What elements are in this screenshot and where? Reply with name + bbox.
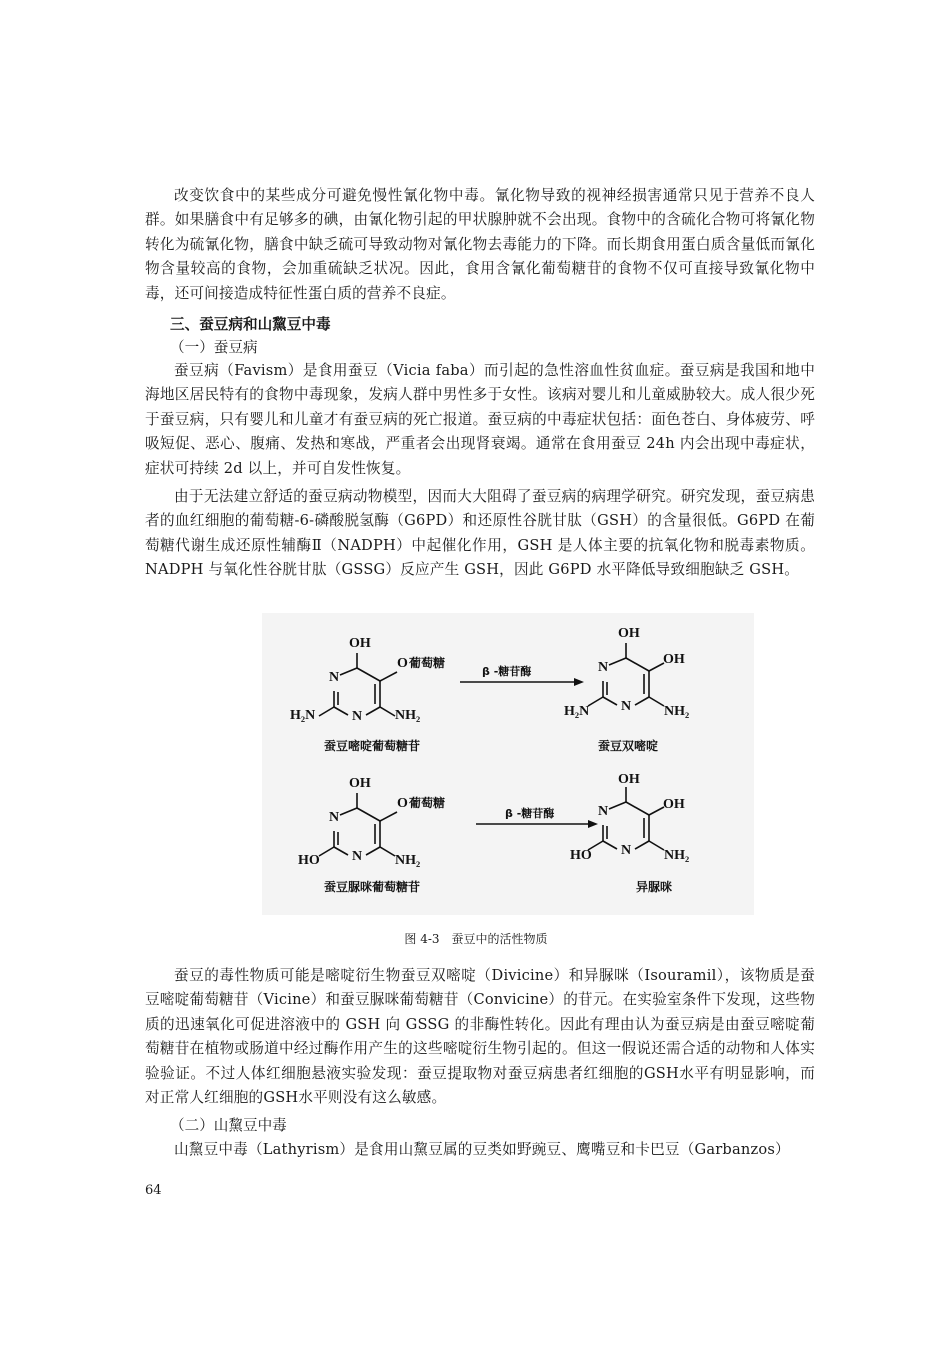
molecule-isouramil xyxy=(570,772,689,894)
figure-active-substances xyxy=(262,613,754,915)
atom-n: N xyxy=(352,849,363,864)
atom-oh: OH xyxy=(618,626,640,641)
enzyme-label: β -糖苷酶 xyxy=(482,665,532,678)
atom-oh: OH xyxy=(618,772,640,787)
atom-h2n: H₂N xyxy=(290,708,316,723)
atom-glucose: 葡萄糖 xyxy=(409,796,446,810)
atom-h2n: H₂N xyxy=(564,704,590,719)
atom-n: N xyxy=(329,810,340,825)
subsection-heading-lathyrism: （二）山黧豆中毒 xyxy=(170,1117,287,1134)
enzyme-label: β -糖苷酶 xyxy=(505,807,555,820)
atom-oh: OH xyxy=(663,652,685,667)
page-number: 64 xyxy=(145,1183,162,1198)
molecule-divicine xyxy=(564,626,689,753)
atom-o: O xyxy=(397,796,408,811)
chemical-structures-diagram xyxy=(262,613,754,915)
paragraph-lathyrism: 山黧豆中毒（Lathyrism）是食用山黧豆属的豆类如野豌豆、鹰嘴豆和卡巴豆（Garbanzos） xyxy=(174,1141,790,1158)
atom-oh: OH xyxy=(663,797,685,812)
atom-n: N xyxy=(621,699,632,714)
atom-nh2: NH₂ xyxy=(395,708,421,723)
atom-glucose: 葡萄糖 xyxy=(409,656,446,670)
paragraph-favism-mechanism: 由于无法建立舒适的蚕豆病动物模型，因而大大阻碍了蚕豆病的病理学研究。研究发现，蚕豆病患者的血红细胞的葡萄糖-6-磷酸脱氢酶（G6PD）和还原性谷胱甘肽（GSH）的含量很低。G6PD 在葡萄糖代谢生成还原性辅酶Ⅱ（NADPH）中起催化作用，GSH 是人体主要的抗氧化物和脱毒素物质。NADPH 与氧化性谷胱甘肽（GSSG）反应产生 GSH，因此 G6PD 水平降低导致细胞缺乏 GSH。 xyxy=(145,488,815,579)
atom-ho: HO xyxy=(298,853,320,868)
atom-ho: HO xyxy=(570,848,592,863)
label-isouramil: 异脲咪 xyxy=(636,880,673,894)
molecule-convicine xyxy=(298,776,445,894)
reaction-arrow-2 xyxy=(476,806,598,828)
atom-n: N xyxy=(352,709,363,724)
figure-caption: 图 4-3 蚕豆中的活性物质 xyxy=(404,932,548,946)
atom-n: N xyxy=(621,843,632,858)
atom-oh: OH xyxy=(349,636,371,651)
reaction-arrow-1 xyxy=(460,664,584,686)
atom-nh2: NH₂ xyxy=(395,853,421,868)
label-divicine: 蚕豆双嘧啶 xyxy=(598,739,659,753)
atom-n: N xyxy=(598,660,609,675)
atom-n: N xyxy=(329,670,340,685)
paragraph-cyanide-diet: 改变饮食中的某些成分可避免慢性氰化物中毒。氰化物导致的视神经损害通常只见于营养不良人群。如果膳食中有足够多的碘，由氰化物引起的甲状腺肿就不会出现。食物中的含硫化合物可将氰化物转化为硫氰化物，膳食中缺乏硫可导致动物对氰化物去毒能力的下降。而长期食用蛋白质含量低而氰化物含量较高的食物，会加重硫缺乏状况。因此，食用含氰化葡萄糖苷的食物不仅可直接导致氰化物中毒，还可间接造成特征性蛋白质的营养不良症。 xyxy=(145,187,815,302)
subsection-heading-favism: （一）蚕豆病 xyxy=(170,339,258,356)
molecule-vicine xyxy=(290,636,445,753)
label-vicine: 蚕豆嘧啶葡萄糖苷 xyxy=(324,739,421,753)
atom-o: O xyxy=(397,656,408,671)
paragraph-toxic-substances: 蚕豆的毒性物质可能是嘧啶衍生物蚕豆双嘧啶（Divicine）和异脲咪（Isouramil），该物质是蚕豆嘧啶葡萄糖苷（Vicine）和蚕豆脲咪葡萄糖苷（Convicine）的苷元。在实验室条件下发现，这些物质的迅速氧化可促进溶液中的 GSH 向 GSSG 的非酶性转化。因此有理由认为蚕豆病是由蚕豆嘧啶葡萄糖苷在植物或肠道中经过酶作用产生的这些嘧啶衍生物引起的。但这一假说还需合适的动物和人体实验验证。不过人体红细胞悬液实验发现：蚕豆提取物对蚕豆病患者红细胞的GSH水平有明显影响，而对正常人红细胞的GSH水平则没有这么敏感。 xyxy=(145,967,815,1107)
atom-nh2: NH₂ xyxy=(664,848,690,863)
label-convicine: 蚕豆脲咪葡萄糖苷 xyxy=(324,880,421,894)
paragraph-favism-definition: 蚕豆病（Favism）是食用蚕豆（Vicia faba）而引起的急性溶血性贫血症。蚕豆病是我国和地中海地区居民特有的食物中毒现象，发病人群中男性多于女性。该病对婴儿和儿童威胁较大。成人很少死于蚕豆病，只有婴儿和儿童才有蚕豆病的死亡报道。蚕豆病的中毒症状包括：面色苍白、身体疲劳、呼吸短促、恶心、腹痛、发热和寒战，严重者会出现肾衰竭。通常在食用蚕豆 24h 内会出现中毒症状，症状可持续 2d 以上，并可自发性恢复。 xyxy=(145,362,815,477)
section-heading: 三、蚕豆病和山黧豆中毒 xyxy=(170,316,331,333)
atom-oh: OH xyxy=(349,776,371,791)
atom-nh2: NH₂ xyxy=(664,704,690,719)
atom-n: N xyxy=(598,804,609,819)
